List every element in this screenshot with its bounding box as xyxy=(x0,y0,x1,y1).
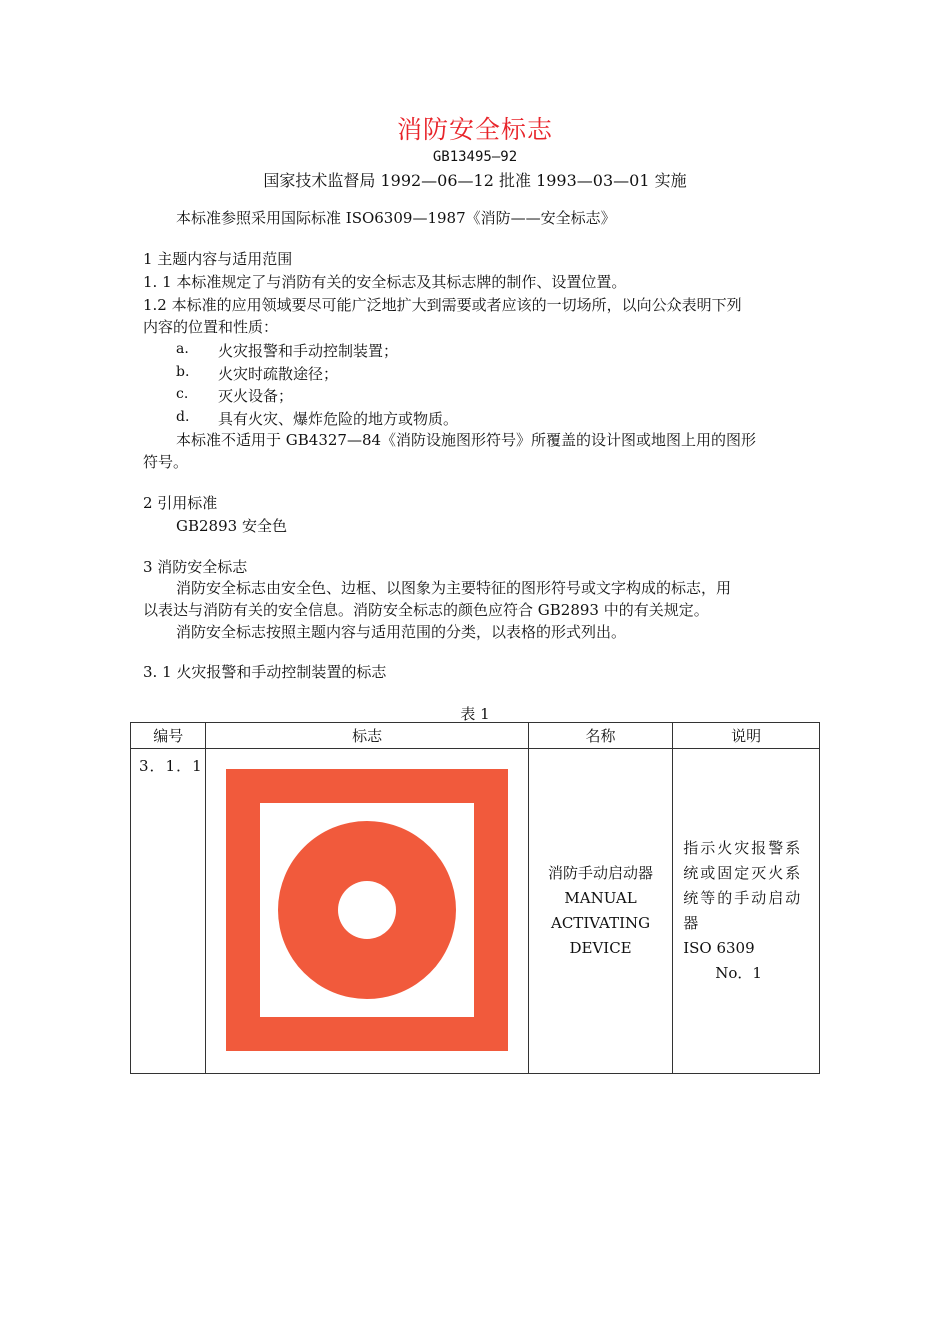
header-number: 编号 xyxy=(131,723,206,749)
manual-activating-device-sign-icon xyxy=(226,769,508,1051)
approval-line: 国家技术监督局 1992—06—12 批准 1993—03—01 实施 xyxy=(263,171,687,190)
section1-para1: 1. 1 本标准规定了与消防有关的安全标志及其标志牌的制作、设置位置。 xyxy=(143,273,627,291)
section1-note-line2: 符号。 xyxy=(143,453,189,471)
section3-para1-line1: 消防安全标志由安全色、边框、以图象为主要特征的图形符号或文字构成的标志，用 xyxy=(176,579,732,597)
description-text: 指示火灾报警系统或固定灭火系统等的手动启动器 xyxy=(683,839,803,932)
table-header-row xyxy=(131,723,820,749)
description-cell xyxy=(673,749,820,1074)
list-item-letter: b. xyxy=(176,364,190,380)
header-name: 名称 xyxy=(528,723,672,749)
name-english-line1: MANUAL xyxy=(564,889,637,907)
section3-1-heading: 3. 1 火灾报警和手动控制装置的标志 xyxy=(143,663,387,681)
description-iso: ISO 6309 xyxy=(683,939,755,957)
list-item-text: 灭火设备； xyxy=(218,387,294,405)
standard-code: GB13495—92 xyxy=(432,149,518,165)
section1-note-line1: 本标准不适用于 GB4327—84《消防设施图形符号》所覆盖的设计图或地图上用的图形 xyxy=(176,431,757,449)
sign-cell xyxy=(206,749,528,1074)
description-number: No．1 xyxy=(715,964,762,982)
intro-paragraph: 本标准参照采用国际标准 ISO6309—1987《消防——安全标志》 xyxy=(176,209,616,227)
list-item-text: 火灾报警和手动控制装置； xyxy=(218,342,399,360)
name-english-line2: ACTIVATING xyxy=(551,914,651,932)
section3-para2: 消防安全标志按照主题内容与适用范围的分类，以表格的形式列出。 xyxy=(176,623,627,641)
signs-table xyxy=(130,722,820,1074)
name-cell xyxy=(528,749,672,1074)
section3-para1-line2: 以表达与消防有关的安全信息。消防安全标志的颜色应符合 GB2893 中的有关规定。 xyxy=(143,601,709,619)
name-english-line3: DEVICE xyxy=(569,939,632,957)
section1-para2-line1: 1.2 本标准的应用领域要尽可能广泛地扩大到需要或者应该的一切场所，以向公众表明下列 xyxy=(143,296,742,314)
section1-para2-line2: 内容的位置和性质： xyxy=(143,318,279,336)
list-item-text: 具有火灾、爆炸危险的地方或物质。 xyxy=(218,410,459,428)
list-item-letter: d. xyxy=(176,409,190,425)
table-caption: 表 1 xyxy=(460,705,490,723)
document-title: 消防安全标志 xyxy=(396,115,553,144)
header-sign: 标志 xyxy=(206,723,528,749)
list-item-letter: a. xyxy=(176,341,189,357)
section1-heading: 1 主题内容与适用范围 xyxy=(143,250,293,268)
sign-center-hole xyxy=(338,881,396,939)
section2-heading: 2 引用标准 xyxy=(143,494,218,512)
list-item-letter: c. xyxy=(176,386,189,402)
section2-reference: GB2893 安全色 xyxy=(176,517,287,535)
section3-heading: 3 消防安全标志 xyxy=(143,558,248,576)
number-cell xyxy=(131,749,206,1074)
name-chinese: 消防手动启动器 xyxy=(548,864,654,882)
row-number: 3．1．1 xyxy=(139,757,203,775)
list-item-text: 火灾时疏散途径； xyxy=(218,365,339,383)
table-row xyxy=(131,749,820,1074)
header-description: 说明 xyxy=(673,723,820,749)
